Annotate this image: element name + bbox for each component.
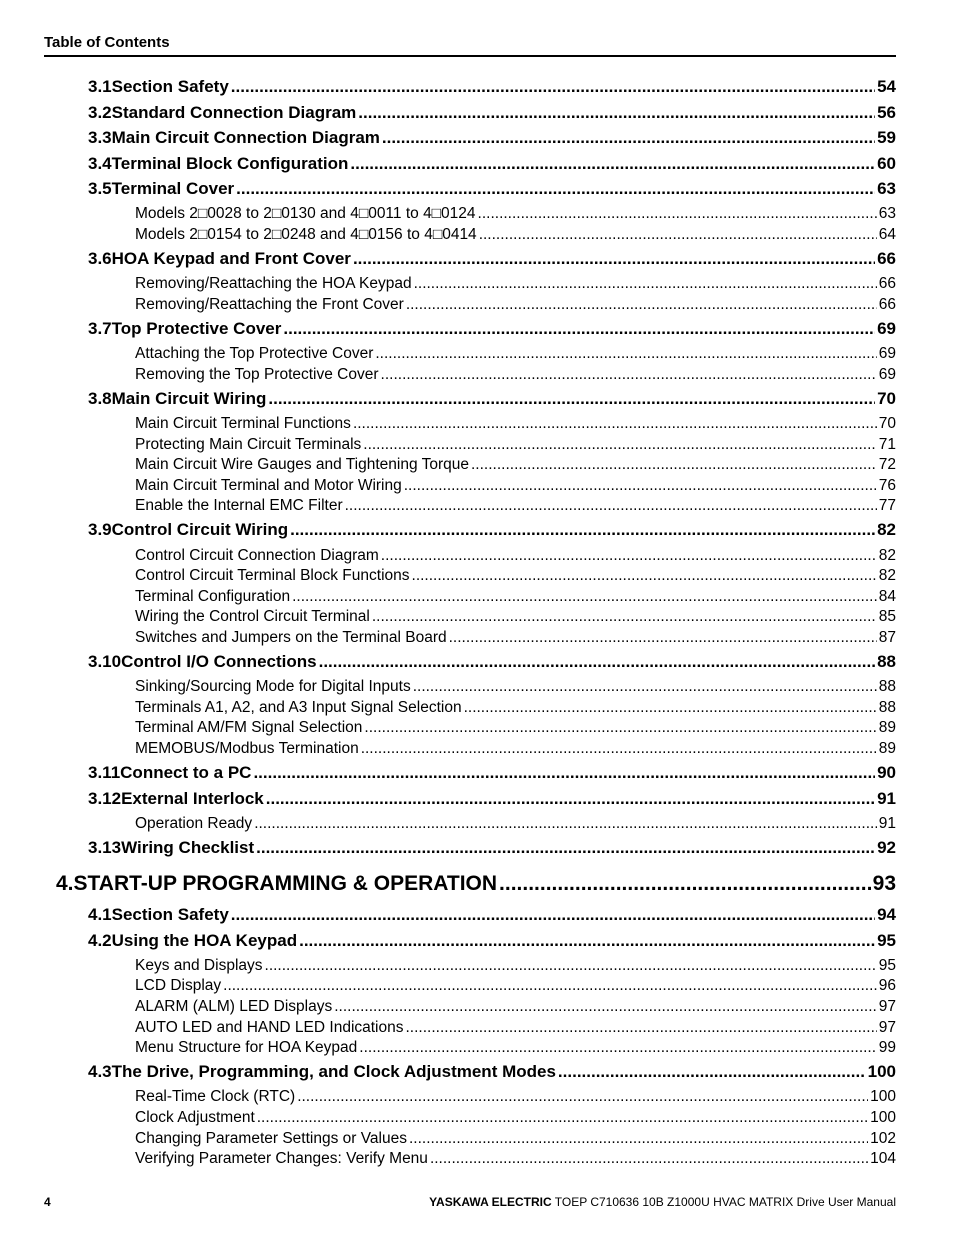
entry-title: Clock Adjustment bbox=[135, 1109, 255, 1126]
entry-number: 3.5 bbox=[88, 179, 112, 198]
toc-subsection[interactable] bbox=[135, 296, 896, 314]
toc-subsection[interactable] bbox=[135, 1039, 896, 1057]
entry-number: 4. bbox=[56, 872, 74, 895]
toc-section[interactable] bbox=[88, 520, 896, 540]
entry-page-number: 90 bbox=[877, 763, 896, 782]
entry-title: The Drive, Programming, and Clock Adjustment Modes bbox=[111, 1062, 556, 1081]
dot-leader bbox=[345, 497, 877, 515]
entry-number: 3.6 bbox=[88, 249, 112, 268]
entry-title: Switches and Jumpers on the Terminal Board bbox=[135, 629, 447, 646]
toc-section[interactable] bbox=[88, 389, 896, 409]
entry-title: Terminal AM/FM Signal Selection bbox=[135, 719, 363, 736]
entry-number: 3.11 bbox=[88, 763, 121, 782]
entry-title: HOA Keypad and Front Cover bbox=[111, 249, 351, 268]
footer-page-number: 4 bbox=[44, 1195, 51, 1209]
entry-page-number: 94 bbox=[877, 905, 896, 924]
entry-page-number: 69 bbox=[878, 345, 896, 362]
entry-title: Using the HOA Keypad bbox=[111, 931, 298, 950]
entry-page-number: 63 bbox=[878, 205, 896, 222]
entry-page-number: 88 bbox=[877, 652, 896, 671]
entry-number: 4.1 bbox=[88, 905, 112, 924]
entry-title: Section Safety bbox=[111, 77, 229, 96]
entry-number: 3.3 bbox=[88, 128, 112, 147]
entry-title: ALARM (ALM) LED Displays bbox=[135, 998, 333, 1015]
entry-number: 3.4 bbox=[88, 154, 112, 173]
dot-leader bbox=[406, 1019, 877, 1037]
entry-page-number: 70 bbox=[878, 415, 896, 432]
dot-leader bbox=[381, 547, 877, 565]
toc-subsection[interactable] bbox=[135, 629, 896, 647]
entry-title: Changing Parameter Settings or Values bbox=[135, 1130, 407, 1147]
entry-number: 3.9 bbox=[88, 520, 112, 539]
dot-leader bbox=[412, 567, 877, 585]
toc-subsection[interactable] bbox=[135, 1150, 896, 1168]
dot-leader bbox=[413, 678, 877, 696]
toc-subsection[interactable] bbox=[135, 366, 896, 384]
dot-leader bbox=[479, 226, 877, 244]
toc-subsection[interactable] bbox=[135, 1088, 896, 1106]
toc-subsection[interactable] bbox=[135, 1019, 896, 1037]
dot-leader bbox=[364, 719, 876, 737]
toc-chapter[interactable] bbox=[56, 872, 896, 896]
dot-leader bbox=[231, 905, 875, 925]
entry-page-number: 102 bbox=[870, 1130, 896, 1147]
entry-title: Terminal Block Configuration bbox=[111, 154, 349, 173]
entry-page-number: 70 bbox=[877, 389, 896, 408]
entry-page-number: 93 bbox=[872, 872, 896, 895]
entry-page-number: 96 bbox=[878, 977, 896, 994]
entry-title: Control Circuit Terminal Block Functions bbox=[135, 567, 410, 584]
dot-leader bbox=[266, 789, 875, 809]
toc-subsection[interactable] bbox=[135, 547, 896, 565]
entry-page-number: 72 bbox=[878, 456, 896, 473]
dot-leader bbox=[257, 1109, 868, 1127]
entry-number: 3.2 bbox=[88, 103, 112, 122]
toc-subsection[interactable] bbox=[135, 415, 896, 433]
entry-page-number: 104 bbox=[870, 1150, 896, 1167]
toc-subsection[interactable] bbox=[135, 1130, 896, 1148]
entry-page-number: 66 bbox=[878, 296, 896, 313]
entry-page-number: 88 bbox=[878, 678, 896, 695]
entry-number: 3.10 bbox=[88, 652, 122, 671]
dot-leader bbox=[223, 977, 877, 995]
dot-leader bbox=[268, 389, 875, 409]
entry-number: 3.13 bbox=[88, 838, 122, 857]
entry-title: Section Safety bbox=[111, 905, 229, 924]
toc-section[interactable] bbox=[88, 905, 896, 925]
dot-leader bbox=[464, 699, 877, 717]
dot-leader bbox=[254, 815, 877, 833]
entry-page-number: 64 bbox=[878, 226, 896, 243]
entry-page-number: 82 bbox=[878, 567, 896, 584]
toc-subsection[interactable] bbox=[135, 815, 896, 833]
entry-title: Removing the Top Protective Cover bbox=[135, 366, 379, 383]
entry-number: 3.1 bbox=[88, 77, 112, 96]
dot-leader bbox=[353, 249, 875, 269]
entry-page-number: 99 bbox=[878, 1039, 896, 1056]
dot-leader bbox=[290, 520, 875, 540]
toc-section[interactable] bbox=[88, 1062, 896, 1082]
entry-page-number: 91 bbox=[877, 789, 896, 808]
dot-leader bbox=[414, 275, 877, 293]
entry-title: External Interlock bbox=[121, 789, 264, 808]
entry-page-number: 56 bbox=[877, 103, 896, 122]
dot-leader bbox=[283, 319, 875, 339]
entry-page-number: 97 bbox=[878, 998, 896, 1015]
dot-leader bbox=[478, 205, 877, 223]
entry-title: MEMOBUS/Modbus Termination bbox=[135, 740, 359, 757]
dot-leader bbox=[382, 128, 875, 148]
dot-leader bbox=[372, 608, 877, 626]
entry-page-number: 84 bbox=[878, 588, 896, 605]
entry-title: Main Circuit Terminal and Motor Wiring bbox=[135, 477, 402, 494]
header-title: Table of Contents bbox=[44, 34, 170, 51]
entry-page-number: 92 bbox=[877, 838, 896, 857]
entry-title: Terminal Configuration bbox=[135, 588, 291, 605]
entry-page-number: 82 bbox=[877, 520, 896, 539]
toc-section[interactable] bbox=[88, 789, 896, 809]
entry-title: Verifying Parameter Changes: Verify Menu bbox=[135, 1150, 428, 1167]
dot-leader bbox=[350, 154, 875, 174]
footer-document-info bbox=[429, 1195, 896, 1209]
entry-title: Enable the Internal EMC Filter bbox=[135, 497, 343, 514]
entry-page-number: 82 bbox=[878, 547, 896, 564]
entry-page-number: 54 bbox=[877, 77, 896, 96]
toc-subsection[interactable] bbox=[135, 608, 896, 626]
toc-section[interactable] bbox=[88, 77, 896, 97]
toc-subsection[interactable] bbox=[135, 345, 896, 363]
dot-leader bbox=[265, 957, 877, 975]
dot-leader bbox=[499, 872, 871, 896]
entry-number: 3.7 bbox=[88, 319, 112, 338]
toc-subsection[interactable] bbox=[135, 1109, 896, 1127]
toc-section[interactable] bbox=[88, 931, 896, 951]
entry-title: Removing/Reattaching the HOA Keypad bbox=[135, 275, 412, 292]
entry-title: Terminals A1, A2, and A3 Input Signal Selection bbox=[135, 699, 462, 716]
dot-leader bbox=[359, 1039, 876, 1057]
entry-page-number: 59 bbox=[877, 128, 896, 147]
entry-page-number: 89 bbox=[878, 740, 896, 757]
entry-page-number: 95 bbox=[877, 931, 896, 950]
dot-leader bbox=[299, 931, 875, 951]
toc-subsection[interactable] bbox=[135, 567, 896, 585]
entry-page-number: 71 bbox=[878, 436, 896, 453]
entry-title: Wiring the Control Circuit Terminal bbox=[135, 608, 370, 625]
entry-page-number: 97 bbox=[878, 1019, 896, 1036]
dot-leader bbox=[449, 629, 877, 647]
entry-title: Control Circuit Wiring bbox=[111, 520, 289, 539]
dot-leader bbox=[231, 77, 875, 97]
dot-leader bbox=[292, 588, 877, 606]
entry-number: 3.8 bbox=[88, 389, 112, 408]
dot-leader bbox=[358, 103, 875, 123]
toc-subsection[interactable] bbox=[135, 719, 896, 737]
entry-title: Removing/Reattaching the Front Cover bbox=[135, 296, 404, 313]
toc-subsection[interactable] bbox=[135, 456, 896, 474]
entry-number: 4.3 bbox=[88, 1062, 112, 1081]
dot-leader bbox=[409, 1130, 868, 1148]
entry-page-number: 91 bbox=[878, 815, 896, 832]
entry-number: 3.12 bbox=[88, 789, 122, 808]
dot-leader bbox=[381, 366, 877, 384]
footer-document-title: TOEP C710636 10B Z1000U HVAC MATRIX Drive User Manual bbox=[551, 1195, 896, 1209]
entry-title: Control Circuit Connection Diagram bbox=[135, 547, 379, 564]
entry-title: Main Circuit Wire Gauges and Tightening Torque bbox=[135, 456, 469, 473]
entry-title: Operation Ready bbox=[135, 815, 253, 832]
toc-subsection[interactable] bbox=[135, 436, 896, 454]
entry-title: Menu Structure for HOA Keypad bbox=[135, 1039, 358, 1056]
dot-leader bbox=[363, 436, 876, 454]
dot-leader bbox=[256, 838, 875, 858]
entry-title: START-UP PROGRAMMING & OPERATION bbox=[73, 872, 498, 895]
toc-subsection[interactable] bbox=[135, 699, 896, 717]
entry-page-number: 69 bbox=[878, 366, 896, 383]
entry-title: Control I/O Connections bbox=[121, 652, 317, 671]
entry-title: Protecting Main Circuit Terminals bbox=[135, 436, 362, 453]
toc-section[interactable] bbox=[88, 763, 896, 783]
toc-subsection[interactable] bbox=[135, 497, 896, 515]
entry-title: Attaching the Top Protective Cover bbox=[135, 345, 374, 362]
dot-leader bbox=[404, 477, 877, 495]
toc-subsection[interactable] bbox=[135, 226, 896, 244]
entry-title: Main Circuit Connection Diagram bbox=[111, 128, 380, 147]
entry-title: Models 2□0154 to 2□0248 and 4□0156 to 4□0414 bbox=[135, 226, 477, 243]
dot-leader bbox=[353, 415, 877, 433]
dot-leader bbox=[319, 652, 875, 672]
dot-leader bbox=[471, 456, 877, 474]
entry-page-number: 100 bbox=[870, 1109, 896, 1126]
entry-page-number: 63 bbox=[877, 179, 896, 198]
entry-title: AUTO LED and HAND LED Indications bbox=[135, 1019, 404, 1036]
entry-title: Main Circuit Terminal Functions bbox=[135, 415, 351, 432]
toc-subsection[interactable] bbox=[135, 977, 896, 995]
dot-leader bbox=[253, 763, 875, 783]
dot-leader bbox=[558, 1062, 866, 1082]
toc-subsection[interactable] bbox=[135, 477, 896, 495]
toc-subsection[interactable] bbox=[135, 588, 896, 606]
entry-number: 4.2 bbox=[88, 931, 112, 950]
toc-section[interactable] bbox=[88, 179, 896, 199]
entry-page-number: 95 bbox=[878, 957, 896, 974]
toc-section[interactable] bbox=[88, 103, 896, 123]
toc-subsection[interactable] bbox=[135, 275, 896, 293]
entry-page-number: 76 bbox=[878, 477, 896, 494]
entry-page-number: 66 bbox=[877, 249, 896, 268]
entry-title: Standard Connection Diagram bbox=[111, 103, 357, 122]
page-footer bbox=[44, 1195, 896, 1209]
entry-title: Sinking/Sourcing Mode for Digital Inputs bbox=[135, 678, 411, 695]
toc-section[interactable] bbox=[88, 249, 896, 269]
entry-page-number: 77 bbox=[878, 497, 896, 514]
entry-title: Terminal Cover bbox=[111, 179, 235, 198]
entry-title: Keys and Displays bbox=[135, 957, 263, 974]
entry-page-number: 100 bbox=[870, 1088, 896, 1105]
entry-page-number: 89 bbox=[878, 719, 896, 736]
toc-section[interactable] bbox=[88, 128, 896, 148]
toc-subsection[interactable] bbox=[135, 678, 896, 696]
toc-section[interactable] bbox=[88, 652, 896, 672]
dot-leader bbox=[430, 1150, 868, 1168]
entry-title: Models 2□0028 to 2□0130 and 4□0011 to 4□0124 bbox=[135, 205, 476, 222]
entry-title: Wiring Checklist bbox=[121, 838, 255, 857]
toc-section[interactable] bbox=[88, 319, 896, 339]
dot-leader bbox=[334, 998, 877, 1016]
entry-title: Real-Time Clock (RTC) bbox=[135, 1088, 296, 1105]
dot-leader bbox=[361, 740, 877, 758]
entry-title: Top Protective Cover bbox=[111, 319, 282, 338]
entry-page-number: 69 bbox=[877, 319, 896, 338]
entry-page-number: 66 bbox=[878, 275, 896, 292]
dot-leader bbox=[236, 179, 875, 199]
entry-page-number: 87 bbox=[878, 629, 896, 646]
toc-subsection[interactable] bbox=[135, 957, 896, 975]
dot-leader bbox=[297, 1088, 868, 1106]
toc-subsection[interactable] bbox=[135, 998, 896, 1016]
entry-page-number: 88 bbox=[878, 699, 896, 716]
dot-leader bbox=[375, 345, 876, 363]
entry-page-number: 100 bbox=[867, 1062, 896, 1081]
entry-title: Connect to a PC bbox=[120, 763, 252, 782]
footer-brand: YASKAWA ELECTRIC bbox=[429, 1195, 552, 1209]
entry-page-number: 60 bbox=[877, 154, 896, 173]
entry-title: LCD Display bbox=[135, 977, 222, 994]
entry-title: Main Circuit Wiring bbox=[111, 389, 267, 408]
toc-subsection[interactable] bbox=[135, 205, 896, 223]
toc-subsection[interactable] bbox=[135, 740, 896, 758]
toc-section[interactable] bbox=[88, 154, 896, 174]
toc-section[interactable] bbox=[88, 838, 896, 858]
dot-leader bbox=[406, 296, 877, 314]
entry-page-number: 85 bbox=[878, 608, 896, 625]
